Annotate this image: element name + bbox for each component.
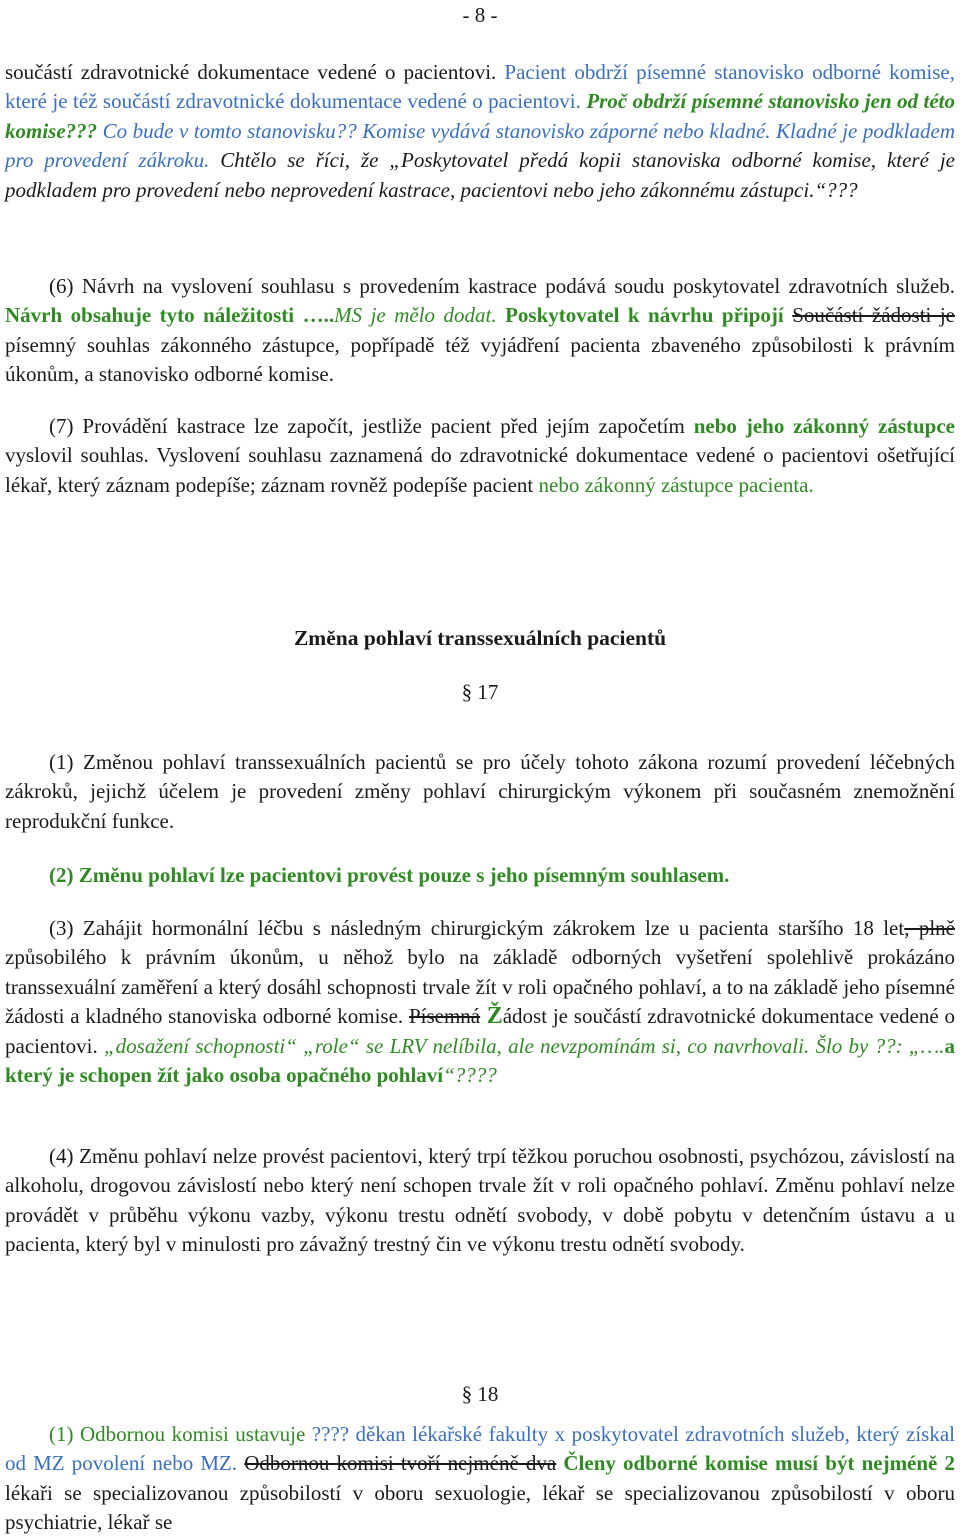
section-heading: Změna pohlaví transsexuálních pacientů (293, 626, 667, 650)
s17-paragraph-3 (5, 914, 955, 1090)
deleted-text: Součástí žádosti je (792, 303, 955, 328)
inserted-text: Ž (480, 1003, 503, 1030)
comment-run: Pacient obdrží písemné stanovisko odborné komise, které je též součástí zdravotnické dokumentace vedené o pacientovi. (5, 60, 955, 114)
paragraph-7 (5, 412, 955, 500)
text-run: ádost je součástí zdravotnické dokumentace vedené o pacientovi. (5, 1004, 955, 1058)
comment-suggestion: Chtělo se říci, že „Poskytovatel předá kopii stanoviska odborné komise, které je podkladem pro provedení nebo neprovedení kastrace, pacientovi nebo jeho zákonnému zástupci.“??? (5, 148, 955, 202)
text-run: (6) Návrh na vyslovení souhlasu s provedením kastrace podává soudu poskytovatel zdravotních služeb. (49, 274, 955, 298)
text-run: (1) Změnou pohlaví transsexuálních pacientů se pro účely tohoto zákona rozumí provedení léčebných zákroků, jejichž účelem je provedení změny pohlaví chirurgickým výkonem při současném znemožnění reprodukční funkce. (5, 750, 955, 833)
inserted-text: (2) Změnu pohlaví lze pacientovi provést pouze s jeho písemným souhlasem. (49, 863, 730, 887)
comment-run: MS je mělo dodat. (334, 303, 497, 328)
comment-run: „dosažení schopnosti“ „role“ se LRV nelíbila, ale nevzpomínám si, co navrhovali. Šlo by ??: „…. (103, 1033, 945, 1058)
s18-paragraph-1 (5, 1420, 955, 1538)
text-run: (7) Provádění kastrace lze započít, jestliže pacient před jejím započetím (49, 414, 694, 438)
inserted-text: nebo zákonný zástupce pacienta. (538, 472, 814, 497)
text-run: vyslovil souhlas. Vyslovení souhlasu zaznamená do zdravotnické dokumentace vedené o pacientovi ošetřující lékař, který záznam podepíše; záznam rovněž podepíše pacient (5, 443, 955, 497)
text-run: lékaři se specializovanou způsobilostí v oboru sexuologie, lékař se specializovanou způsobilostí v oboru psychiatrie, lékař se (5, 1480, 955, 1535)
section-number-17: § 17 (461, 680, 499, 704)
inserted-text: (1) Odbornou komisi ustavuje (49, 1422, 312, 1446)
s17-paragraph-4 (5, 1142, 955, 1260)
inserted-text: Poskytovatel k návrhu připojí (496, 303, 793, 328)
inserted-text: nebo jeho zákonný zástupce (693, 414, 955, 438)
deleted-text: Písemná (408, 1004, 481, 1029)
inserted-text: a který je schopen žít jako osoba opačného pohlaví (5, 1033, 955, 1088)
text-run: (3) Zahájit hormonální léčbu s následným chirurgickým zákrokem lze u pacienta staršího 18 let (49, 916, 905, 940)
deleted-text: , plně (904, 916, 955, 940)
paragraph-continuation (5, 58, 955, 205)
comment-run: ???? děkan lékařské fakulty x poskytovatel zdravotních služeb, který získal od MZ povolení nebo MZ. (5, 1422, 955, 1476)
text-run: písemný souhlas zákonného zástupce, popřípadě též vyjádření pacienta zbaveného způsobilosti k právním úkonům, a stanovisko odborné komise. (5, 332, 955, 387)
page-number: - 8 - (462, 3, 498, 27)
s17-paragraph-2 (5, 861, 955, 890)
text-run: součástí zdravotnické dokumentace vedené o pacientovi. (5, 60, 497, 84)
s17-paragraph-1 (5, 748, 955, 836)
text-run: (4) Změnu pohlaví nelze provést pacientovi, který trpí těžkou poruchou osobnosti, psychózou, závislostí na alkoholu, drogovou závislostí nebo který není schopen trvale žít v roli opačného pohlaví. Změnu pohlaví nelze provádět v průběhu výkonu vazby, výkonu trestu odnětí svobody, v době pobytu v detenčním ústavu a u pacienta, který byl v minulosti pro závažný trestný čin ve výkonu trestu odnětí svobody. (5, 1144, 955, 1257)
comment-question: Proč obdrží písemné stanovisko jen od této komise??? (5, 89, 955, 143)
inserted-text: Návrh obsahuje tyto náležitosti ….. (5, 303, 335, 328)
comment-run: “???? (443, 1063, 497, 1088)
text-run: způsobilého k právním úkonům, u něhož bylo na základě odborných vyšetření spolehlivě prokázáno transsexuální zaměření a který dosáhl schopnosti trvale žít v roli opačného pohlaví, a to na základě jeho písemné žádosti a kladného stanoviska odborné komise. (5, 945, 955, 1029)
deleted-text: Odbornou komisi tvoří nejméně dva (244, 1451, 557, 1476)
comment-run: Co bude v tomto stanovisku?? Komise vydává stanovisko záporné nebo kladné. Kladné je podkladem pro provedení zákroku. (5, 118, 955, 173)
section-number-18: § 18 (461, 1382, 499, 1406)
inserted-text: Členy odborné komise musí být nejméně 2 (563, 1451, 956, 1476)
paragraph-6 (5, 272, 955, 390)
